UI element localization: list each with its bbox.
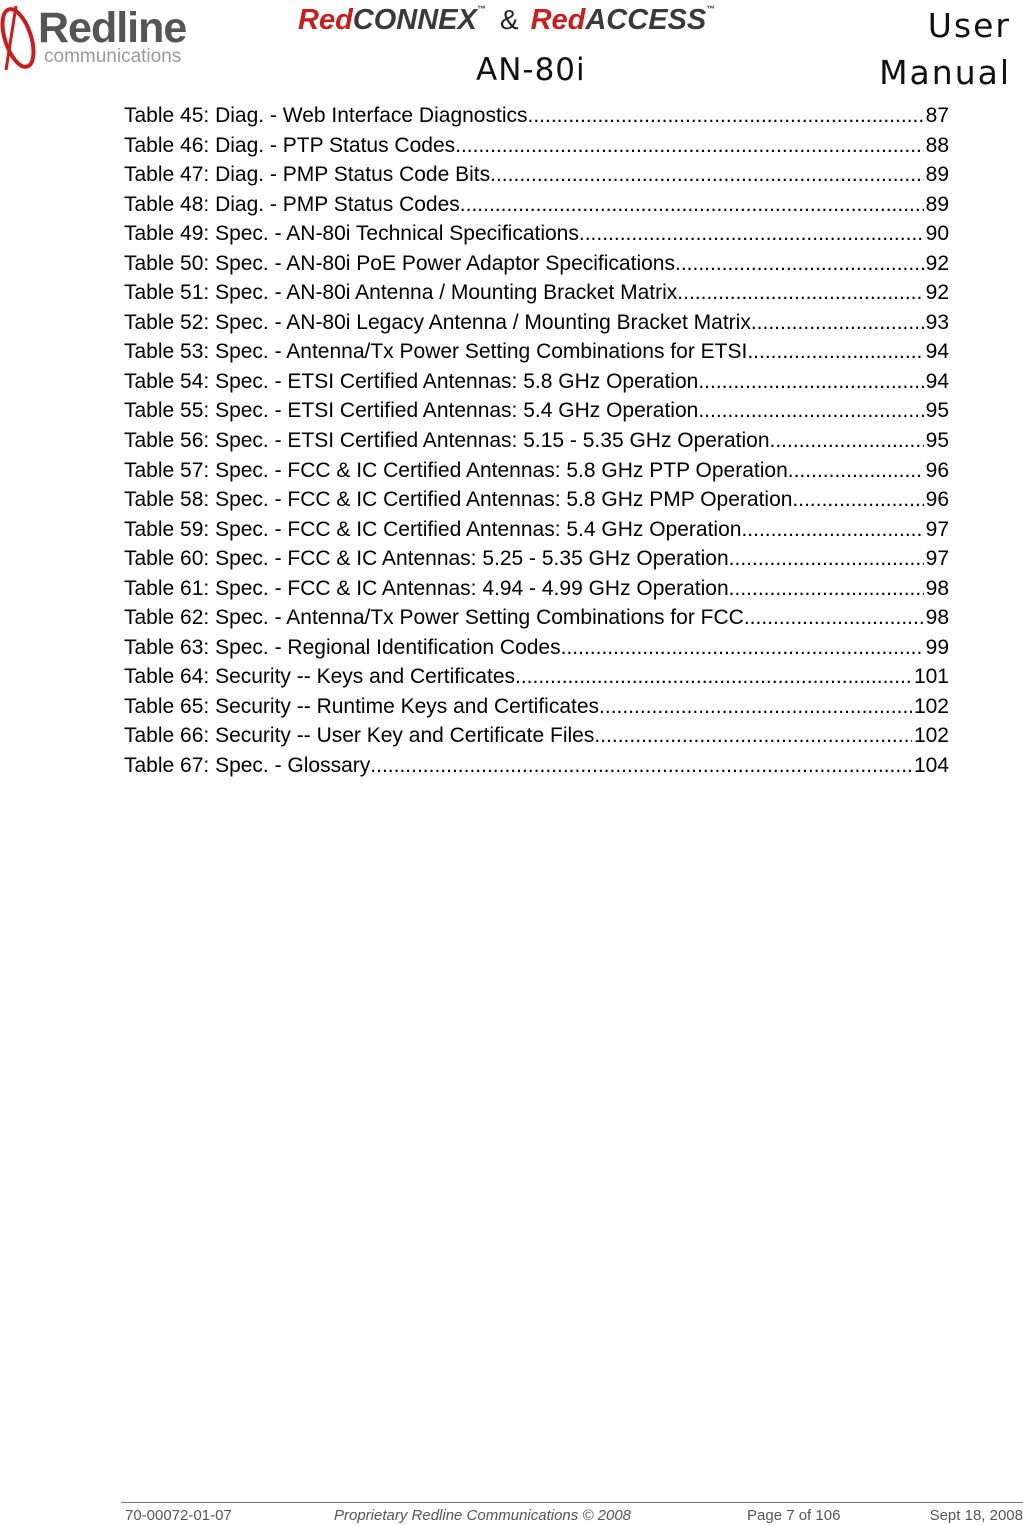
- toc-entry-label: Table 60: Spec. - FCC & IC Antennas: 5.25 - 5.35 GHz Operation: [124, 547, 729, 571]
- toc-entry[interactable]: [124, 367, 949, 397]
- toc-entry[interactable]: [124, 219, 949, 249]
- toc-entry-label: Table 48: Diag. - PMP Status Codes: [124, 192, 460, 216]
- toc-leader-dots: [460, 190, 924, 220]
- toc-entry-page: 102: [913, 694, 949, 718]
- toc-entry-page: 98: [925, 576, 949, 600]
- toc-entry-label: Table 65: Security -- Runtime Keys and Certificates: [124, 694, 600, 718]
- logo-wordmark: Redline: [38, 4, 187, 52]
- toc-entry-page: 97: [925, 517, 949, 541]
- toc-entry-label: Table 56: Spec. - ETSI Certified Antennas: 5.15 - 5.35 GHz Operation: [124, 429, 770, 453]
- toc-leader-dots: [370, 751, 912, 781]
- toc-entry[interactable]: [124, 692, 949, 722]
- toc-leader-dots: [741, 515, 923, 545]
- toc-leader-dots: [698, 396, 923, 426]
- manual-title-line1: User: [927, 6, 1011, 45]
- trademark-1: ™: [476, 4, 486, 14]
- toc-entry[interactable]: [124, 485, 949, 515]
- toc-entry-label: Table 49: Spec. - AN-80i Technical Specifications: [124, 222, 579, 246]
- redaccess-dark: ACCESS: [585, 4, 707, 36]
- toc-entry-label: Table 54: Spec. - ETSI Certified Antennas: 5.8 GHz Operation: [124, 369, 699, 393]
- toc-entry-page: 96: [925, 488, 949, 512]
- toc-entry[interactable]: [124, 160, 949, 190]
- toc-entry-label: Table 57: Spec. - FCC & IC Certified Antennas: 5.8 GHz PTP Operation: [124, 458, 788, 482]
- toc-entry[interactable]: [124, 249, 949, 279]
- toc-leader-dots: [729, 574, 924, 604]
- toc-entry-label: Table 50: Spec. - AN-80i PoE Power Adaptor Specifications: [124, 251, 675, 275]
- redconnex-red: Red: [298, 4, 353, 36]
- toc-leader-dots: [744, 603, 924, 633]
- toc-entry-page: 94: [925, 369, 949, 393]
- toc-leader-dots: [579, 219, 924, 249]
- table-of-tables: [124, 101, 949, 781]
- toc-entry[interactable]: [124, 190, 949, 220]
- toc-entry-label: Table 58: Spec. - FCC & IC Certified Antennas: 5.8 GHz PMP Operation: [124, 488, 793, 512]
- toc-entry-label: Table 62: Spec. - Antenna/Tx Power Setting Combinations for FCC: [124, 606, 744, 630]
- page-header: [0, 0, 1023, 100]
- toc-entry-page: 99: [925, 635, 949, 659]
- toc-entry-label: Table 55: Spec. - ETSI Certified Antennas: 5.4 GHz Operation: [124, 399, 699, 423]
- toc-entry[interactable]: [124, 308, 949, 338]
- toc-entry-page: 92: [925, 281, 949, 305]
- toc-entry-label: Table 59: Spec. - FCC & IC Certified Antennas: 5.4 GHz Operation: [124, 517, 742, 541]
- toc-entry-page: 95: [925, 399, 949, 423]
- manual-title-line2: Manual: [879, 53, 1011, 92]
- toc-leader-dots: [599, 692, 912, 722]
- toc-entry-label: Table 64: Security -- Keys and Certificates: [124, 665, 516, 689]
- toc-entry-label: Table 61: Spec. - FCC & IC Antennas: 4.94 - 4.99 GHz Operation: [124, 576, 729, 600]
- toc-entry-label: Table 66: Security -- User Key and Certificate Files: [124, 724, 595, 748]
- redconnex-dark: CONNEX: [352, 4, 477, 36]
- toc-entry-page: 94: [925, 340, 949, 364]
- toc-leader-dots: [729, 544, 924, 574]
- toc-entry[interactable]: [124, 662, 949, 692]
- toc-entry-label: Table 46: Diag. - PTP Status Codes: [124, 133, 456, 157]
- toc-leader-dots: [770, 426, 924, 456]
- toc-entry-page: 98: [925, 606, 949, 630]
- toc-entry[interactable]: [124, 574, 949, 604]
- toc-entry-page: 92: [925, 251, 949, 275]
- toc-leader-dots: [747, 337, 923, 367]
- toc-leader-dots: [455, 131, 924, 161]
- toc-entry-page: 89: [925, 192, 949, 216]
- toc-entry[interactable]: [124, 515, 949, 545]
- manual-title: [879, 2, 1011, 96]
- toc-leader-dots: [788, 456, 924, 486]
- toc-entry-page: 87: [925, 104, 949, 127]
- toc-leader-dots: [677, 278, 923, 308]
- toc-entry-page: 95: [925, 429, 949, 453]
- toc-entry[interactable]: [124, 633, 949, 663]
- toc-entry-label: Table 53: Spec. - Antenna/Tx Power Setting Combinations for ETSI: [124, 340, 748, 364]
- toc-leader-dots: [561, 633, 924, 663]
- product-brands: [298, 4, 715, 44]
- toc-entry[interactable]: [124, 337, 949, 367]
- toc-entry-label: Table 51: Spec. - AN-80i Antenna / Mounting Bracket Matrix: [124, 281, 678, 305]
- redline-logo: [0, 2, 220, 72]
- page-number: Page 7 of 106: [747, 1507, 841, 1524]
- toc-leader-dots: [490, 160, 924, 190]
- toc-entry[interactable]: [124, 721, 949, 751]
- toc-entry-page: 101: [913, 665, 949, 689]
- toc-entry[interactable]: [124, 396, 949, 426]
- redaccess-red: Red: [530, 4, 586, 36]
- toc-entry[interactable]: [124, 751, 949, 781]
- toc-entry-page: 102: [913, 724, 949, 748]
- toc-leader-dots: [751, 308, 924, 338]
- logo-subtitle: communications: [44, 46, 182, 67]
- toc-entry-label: Table 63: Spec. - Regional Identification Codes: [124, 635, 561, 659]
- toc-entry[interactable]: [124, 278, 949, 308]
- toc-entry-page: 89: [925, 163, 949, 187]
- toc-entry[interactable]: [124, 101, 949, 131]
- toc-entry-page: 104: [913, 754, 949, 778]
- toc-entry-label: Table 67: Spec. - Glossary: [124, 754, 371, 778]
- toc-entry-page: 96: [925, 458, 949, 482]
- brand-ampersand: &: [499, 4, 519, 35]
- toc-leader-dots: [698, 367, 923, 397]
- copyright: Proprietary Redline Communications © 2008: [334, 1507, 632, 1524]
- toc-entry-label: Table 45: Diag. - Web Interface Diagnostics: [124, 104, 528, 127]
- toc-leader-dots: [594, 721, 912, 751]
- trademark-2: ™: [706, 4, 716, 14]
- toc-leader-dots: [792, 485, 923, 515]
- toc-entry[interactable]: [124, 131, 949, 161]
- toc-leader-dots: [527, 101, 923, 131]
- page-footer: [121, 1502, 1023, 1525]
- toc-entry-page: 97: [925, 547, 949, 571]
- doc-date: Sept 18, 2008: [929, 1507, 1023, 1524]
- toc-entry[interactable]: [124, 456, 949, 486]
- toc-leader-dots: [675, 249, 924, 279]
- model-name: AN-80i: [476, 52, 586, 88]
- toc-entry-label: Table 52: Spec. - AN-80i Legacy Antenna / Mounting Bracket Matrix: [124, 310, 751, 334]
- toc-entry[interactable]: [124, 426, 949, 456]
- toc-entry-page: 93: [925, 310, 949, 334]
- toc-entry[interactable]: [124, 603, 949, 633]
- toc-entry-page: 90: [925, 222, 949, 246]
- toc-entry-page: 88: [925, 133, 949, 157]
- toc-entry-label: Table 47: Diag. - PMP Status Code Bits: [124, 163, 491, 187]
- doc-number: 70-00072-01-07: [125, 1507, 232, 1524]
- toc-entry[interactable]: [124, 544, 949, 574]
- toc-leader-dots: [515, 662, 912, 692]
